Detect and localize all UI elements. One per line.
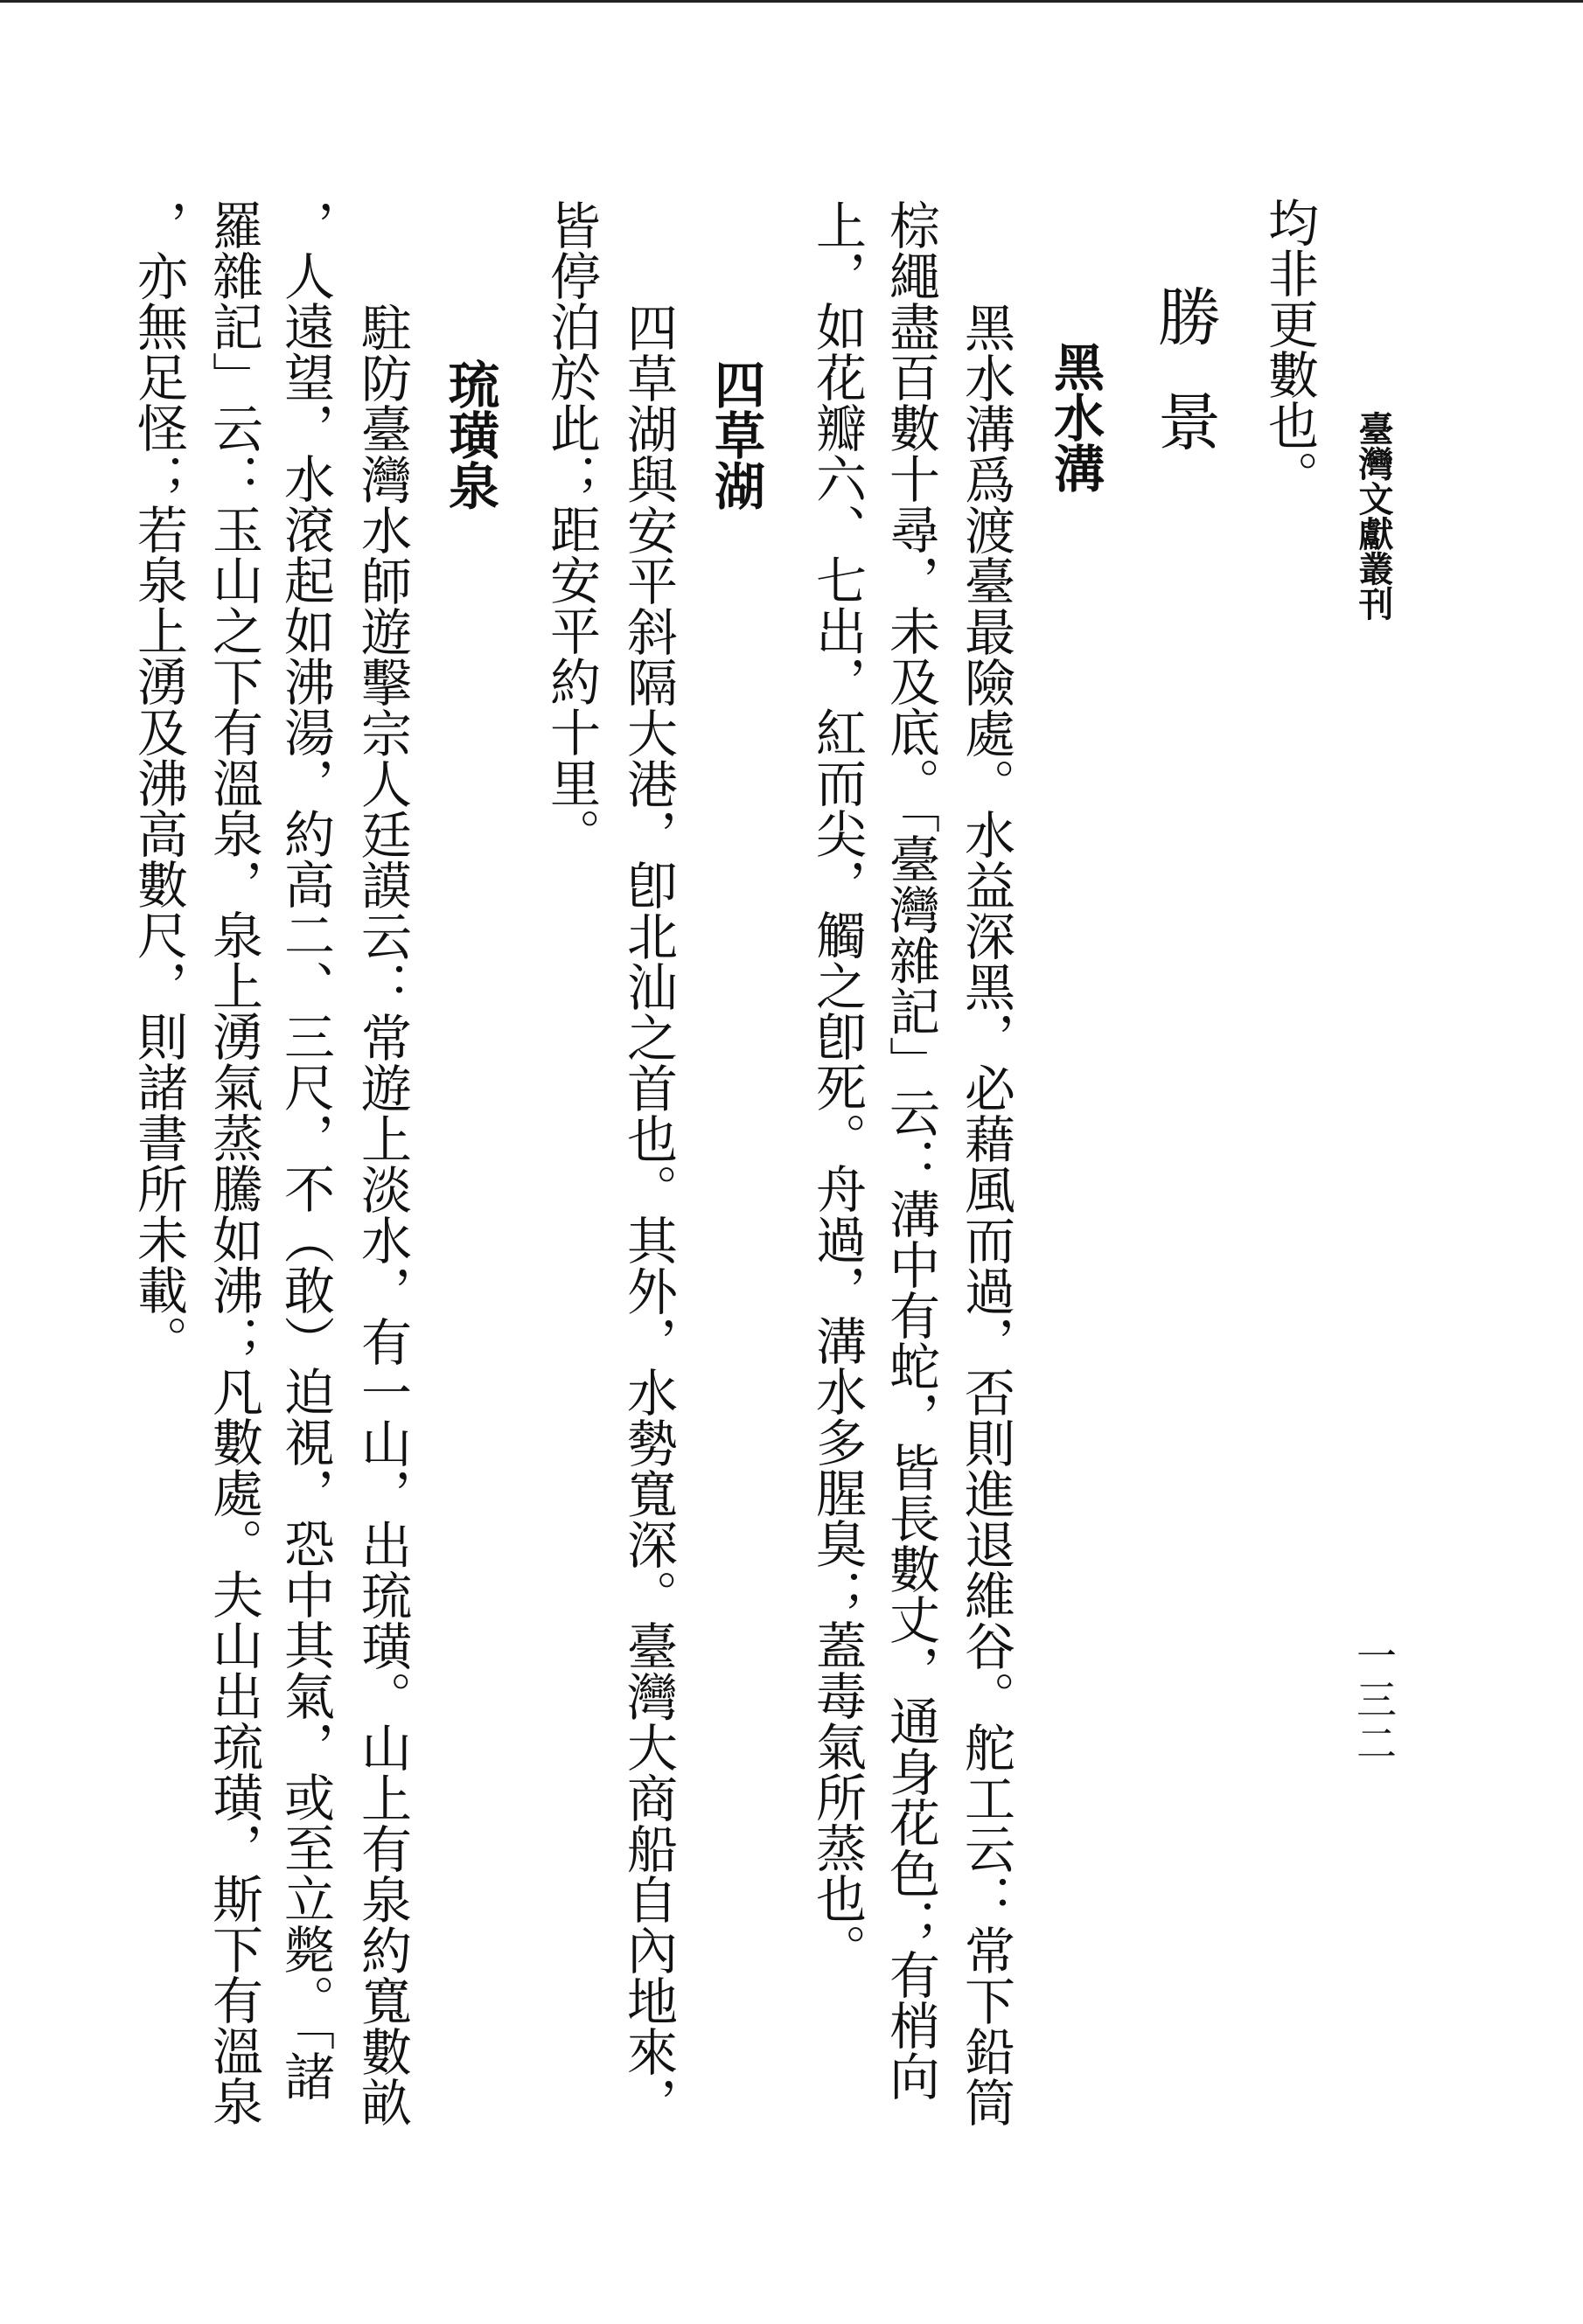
text-column-6: 上，如花瓣六、七出，紅而尖，觸之卽死。舟過，溝水多腥臭；蓋毒氣所蒸也。 (807, 199, 867, 1974)
top-border-line (0, 0, 1583, 3)
heading-sicao-lake: 四草湖 (706, 358, 765, 511)
text-column-13: 羅雜記」云：玉山之下有溫泉，泉上湧氣蒸騰如沸；凡數處。夫山出琉璜，斯下有溫泉 (204, 199, 263, 2126)
page-number: 一三二 (1350, 1635, 1398, 1766)
text-column-8: 四草湖與安平斜隔大港，卽北汕之首也。其外，水勢寬深。臺灣大商船自內地來， (618, 302, 678, 2127)
heading-sulfur-spring: 琉璜泉 (440, 358, 499, 511)
text-column-12: ，人遠望，水滾起如沸湯，約高二、三尺，不（敢）迫視，恐中其氣，或至立斃。「諸 (275, 199, 335, 2101)
heading-black-water-trench: 黑水溝 (1045, 341, 1105, 493)
text-column-14: ，亦無足怪；若泉上湧及沸高數尺，則諸書所未載。 (129, 199, 188, 1366)
text-column-9: 皆停泊於此；距安平約十里。 (541, 199, 601, 859)
text-column-4: 黑水溝爲渡臺最險處。水益深黑，必藉風而過，否則進退維谷。舵工云：常下鉛筒 (956, 302, 1015, 2127)
text-column-5: 棕繩盡百數十尋，未及底。「臺灣雜記」云：溝中有蛇，皆長數丈，通身花色；有梢向 (881, 199, 940, 2101)
running-title: 臺灣文獻叢刊 (1353, 411, 1393, 621)
text-column-1: 均非更數也。 (1259, 197, 1319, 501)
text-column-11: 駐防臺灣水師遊擊宗人廷謨云：常遊上淡水，有一山，出琉璜。山上有泉約寬數畝 (352, 302, 412, 2127)
section-title-scenery: 勝景 (1147, 284, 1221, 494)
